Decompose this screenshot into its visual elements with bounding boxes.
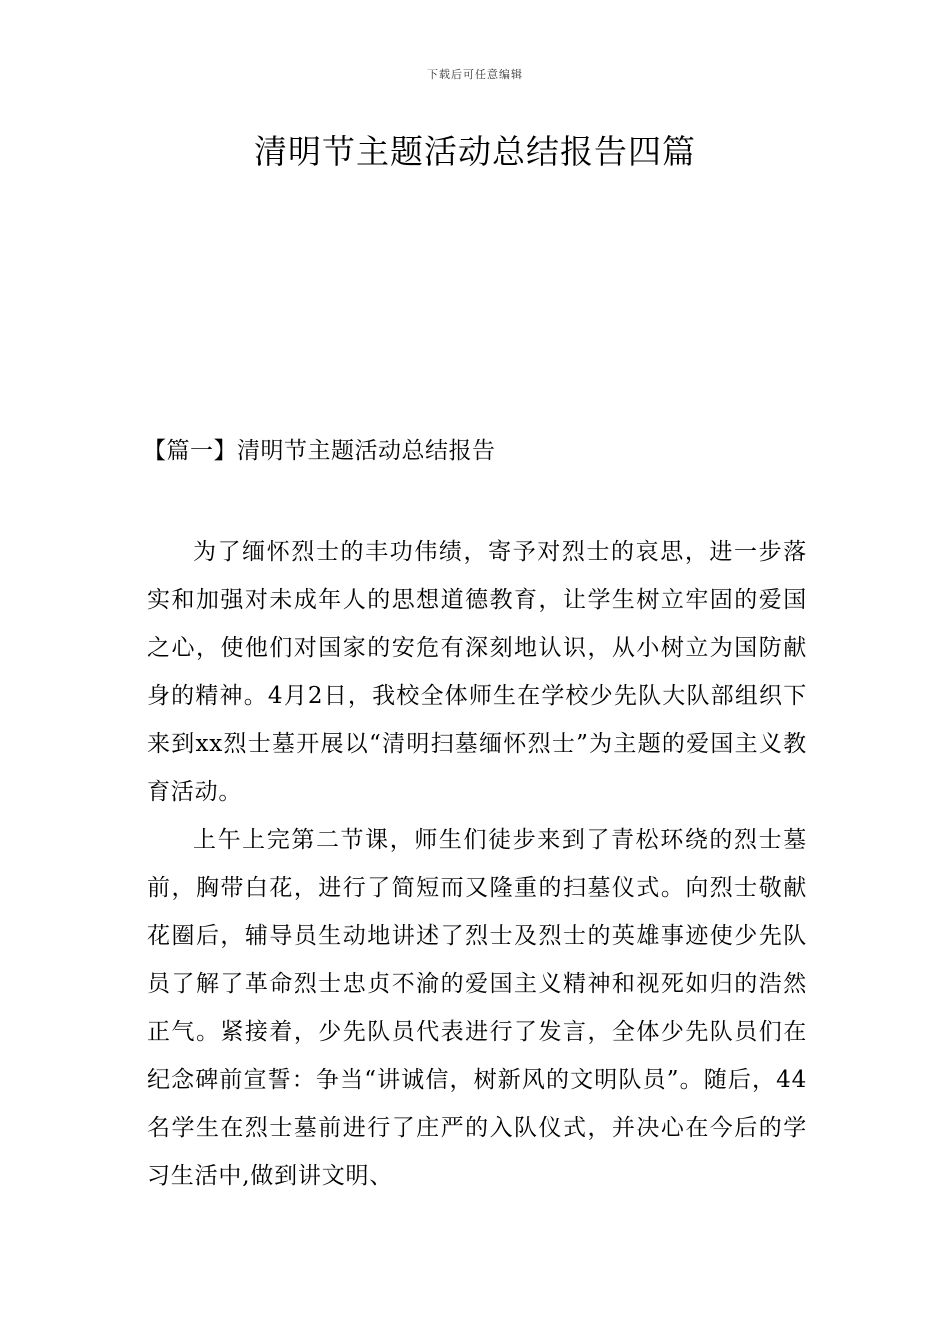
document-title: 清明节主题活动总结报告四篇 [254,132,696,171]
paragraph-2: 上午上完第二节课，师生们徒步来到了青松环绕的烈士墓前，胸带白花，进行了简短而又隆重的扫墓仪式。向烈士敬献花圈后，辅导员生动地讲述了烈士及烈士的英雄事迹使少先队员了解了革命烈士忠贞不渝的爱国主义精神和视死如归的浩然正气。紧接着，少先队员代表进行了发言，全体少先队员们在纪念碑前宣誓：争当“讲诚信，树新风的文明队员”。随后，44名学生在烈士墓前进行了庄严的入队仪式，并决心在今后的学习生活中,做到讲文明、 [147,827,807,1189]
paragraph-1: 为了缅怀烈士的丰功伟绩，寄予对烈士的哀思，进一步落实和加强对未成年人的思想道德教育，让学生树立牢固的爱国之心，使他们对国家的安危有深刻地认识，从小树立为国防献身的精神。4月2日，我校全体师生在学校少先队大队部组织下来到xx烈士墓开展以“清明扫墓缅怀烈士”为主题的爱国主义教育活动。 [147,539,807,805]
header-note: 下载后可任意编辑 [427,68,523,81]
body-text [147,528,807,1200]
section-heading: 【篇一】清明节主题活动总结报告 [143,438,496,464]
